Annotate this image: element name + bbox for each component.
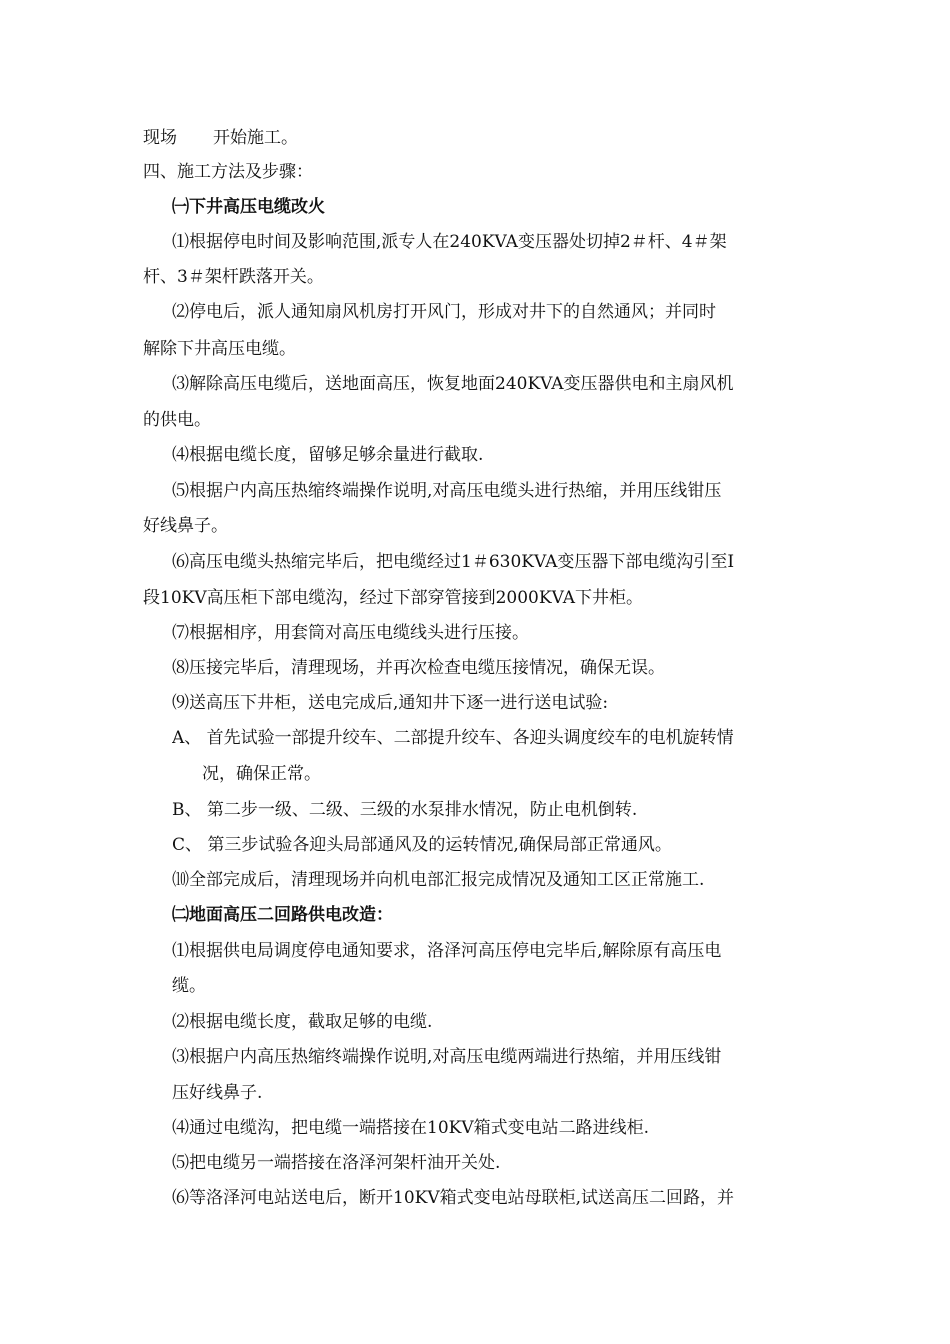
step-line: 解除下井高压电缆。	[143, 339, 296, 359]
sub-step-line: A、 首先试验一部提升绞车、二部提升绞车、各迎头调度绞车的电机旋转情	[172, 728, 734, 748]
step-line: ⑽全部完成后，清理现场并向机电部汇报完成情况及通知工区正常施工.	[172, 870, 705, 890]
step-line: 好线鼻子。	[143, 516, 228, 536]
step-line: ⑶根据户内高压热缩终端操作说明,对高压电缆两端进行热缩，并用压线钳	[172, 1047, 722, 1067]
step-line: 缆。	[172, 976, 206, 996]
subsection-heading: ㈡地面高压二回路供电改造：	[172, 905, 393, 925]
subsection-heading: ㈠下井高压电缆改火	[172, 197, 325, 217]
sub-step-line: B、 第二步一级、二级、三级的水泵排水情况，防止电机倒转.	[172, 800, 638, 820]
step-line: 压好线鼻子.	[172, 1083, 263, 1103]
text-fragment: 现场	[143, 128, 177, 148]
sub-step-line: 况，确保正常。	[202, 764, 321, 784]
step-line: ⑹等洛泽河电站送电后，断开10KV箱式变电站母联柜,试送高压二回路，并	[172, 1188, 735, 1208]
step-line: ⑼送高压下井柜，送电完成后,通知井下逐一进行送电试验:	[172, 693, 609, 713]
section-heading: 四、施工方法及步骤：	[143, 162, 313, 182]
step-line: ⑶解除高压电缆后，送地面高压，恢复地面240KVA变压器供电和主扇风机	[172, 374, 734, 394]
step-line: 段10KV高压柜下部电缆沟，经过下部穿管接到2000KVA下井柜。	[143, 588, 643, 608]
step-line: ⑷通过电缆沟，把电缆一端搭接在10KV箱式变电站二路进线柜.	[172, 1118, 650, 1138]
step-line: ⑹高压电缆头热缩完毕后，把电缆经过1＃630KVA变压器下部电缆沟引至Ⅰ	[172, 552, 735, 572]
step-line: ⑸把电缆另一端搭接在洛泽河架杆油开关处.	[172, 1153, 501, 1173]
text-line	[143, 119, 823, 157]
step-line: ⑴根据供电局调度停电通知要求，洛泽河高压停电完毕后,解除原有高压电	[172, 941, 722, 961]
text-fragment: 开始施工。	[213, 128, 298, 148]
step-line: ⑸根据户内高压热缩终端操作说明,对高压电缆头进行热缩，并用压线钳压	[172, 481, 722, 501]
step-line: ⑵根据电缆长度，截取足够的电缆.	[172, 1012, 433, 1032]
step-line: ⑺根据相序，用套筒对高压电缆线头进行压接。	[172, 623, 529, 643]
step-line: ⑴根据停电时间及影响范围,派专人在240KVA变压器处切掉2＃杆、4＃架	[172, 232, 727, 252]
sub-step-line: C、 第三步试验各迎头局部通风及的运转情况,确保局部正常通风。	[172, 835, 672, 855]
step-line: ⑻压接完毕后，清理现场，并再次检查电缆压接情况，确保无误。	[172, 658, 665, 678]
step-line: 杆、3＃架杆跌落开关。	[143, 267, 324, 287]
step-line: 的供电。	[143, 410, 211, 430]
step-line: ⑷根据电缆长度，留够足够余量进行截取.	[172, 445, 484, 465]
step-line: ⑵停电后，派人通知扇风机房打开风门，形成对井下的自然通风；并同时	[172, 302, 716, 322]
